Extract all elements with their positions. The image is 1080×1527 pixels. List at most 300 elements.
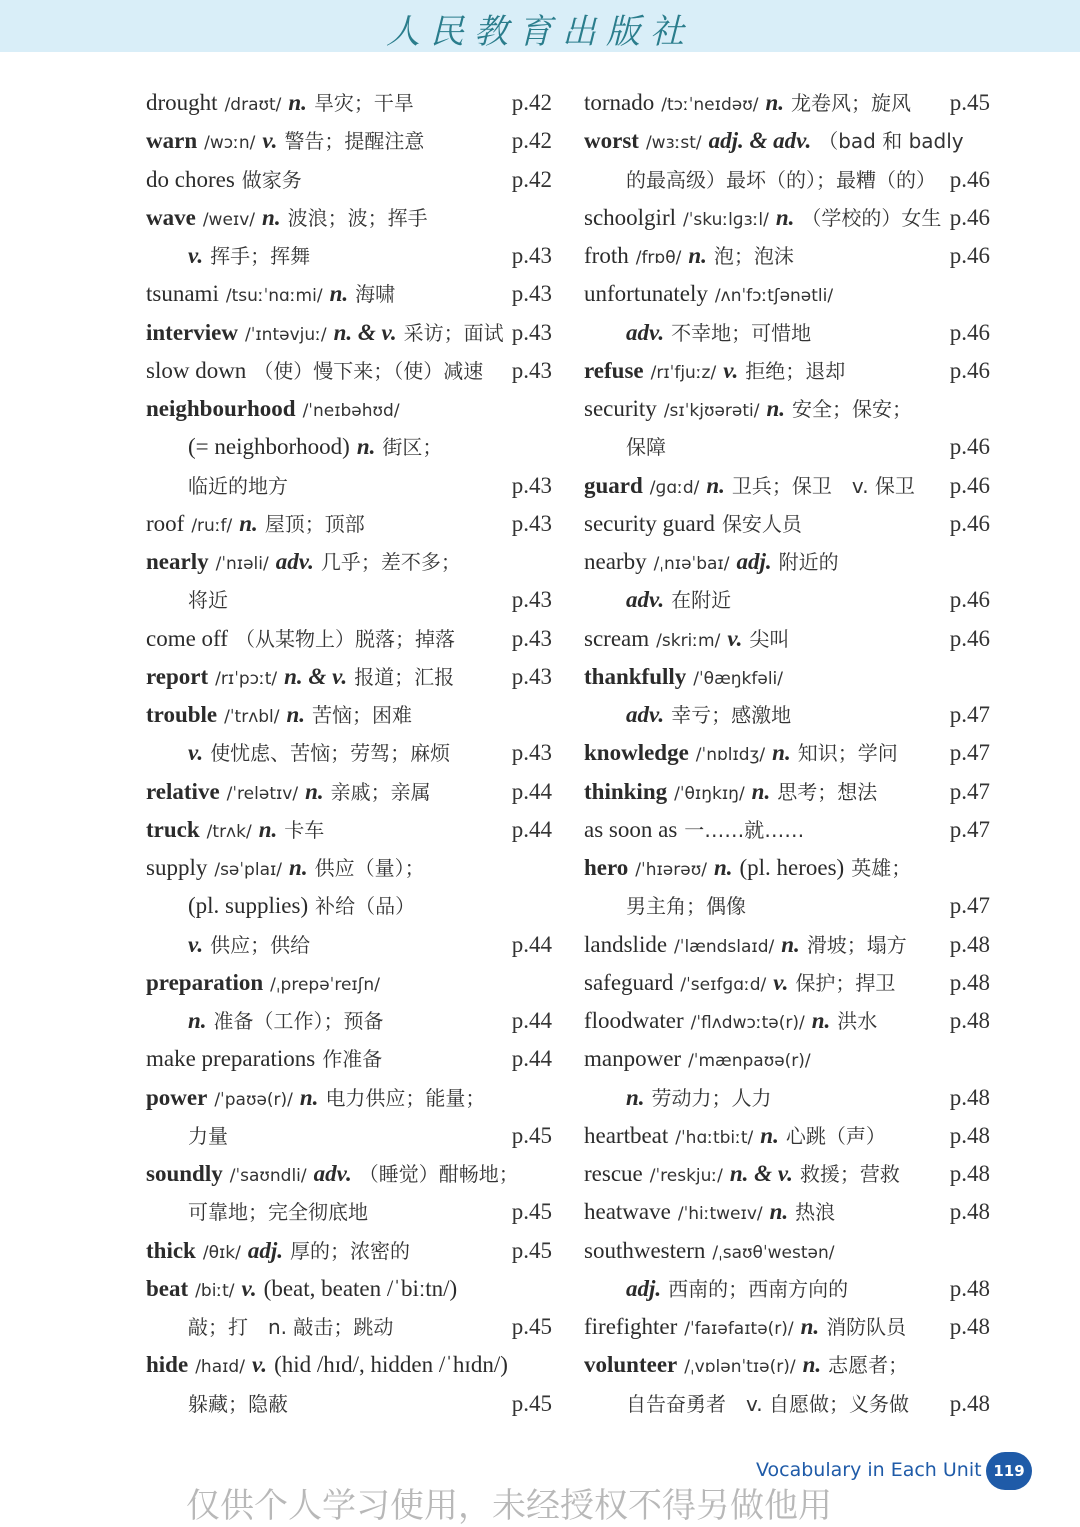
vocab-entry [146, 849, 552, 887]
vocab-page-ref: p.43 [511, 663, 552, 689]
vocab-phonetic: /ˈflʌdwɔːtə(r)/ [690, 1013, 805, 1033]
vocab-definition: 报道；汇报 [354, 664, 455, 689]
vocab-phonetic: /ˈnɪəli/ [215, 554, 269, 574]
vocab-word: hide [146, 1352, 189, 1378]
vocab-phonetic: /rɪˈpɔːt/ [215, 668, 278, 689]
vocab-phonetic: /ˈhɪərəʊ/ [635, 860, 707, 880]
vocab-phonetic: /səˈplaɪ/ [214, 860, 283, 880]
vocab-definition: 思考；想法 [777, 779, 878, 804]
vocab-entry [146, 1346, 552, 1384]
vocab-word: soundly [146, 1161, 223, 1186]
vocab-phonetic: /biːt/ [195, 1280, 235, 1301]
vocab-definition: （学校的）女生 [801, 205, 942, 230]
vocab-definition: 志愿者； [828, 1353, 909, 1378]
vocab-phonetic: /tɔːˈneɪdəʊ/ [661, 95, 759, 115]
vocab-part-of-speech: n. [626, 1084, 645, 1110]
vocab-part-of-speech: n. [781, 931, 800, 957]
vocab-definition: 幸亏；感激地 [671, 703, 792, 727]
vocab-phonetic: /ˈrelətɪv/ [226, 783, 299, 804]
vocab-page-ref: p.45 [511, 1199, 552, 1225]
vocab-word: scream [584, 625, 650, 651]
vocab-phonetic: /ˈnɒlɪdʒ/ [695, 745, 766, 766]
vocab-part-of-speech: n. & v. [729, 1161, 793, 1186]
vocab-phonetic: /ˈlændslaɪd/ [674, 936, 775, 957]
vocab-word: warn [146, 128, 198, 154]
vocab-phonetic: /ˈskuːlɡɜːl/ [683, 209, 769, 230]
vocab-definition: 供应；供给 [210, 932, 311, 957]
vocab-page-ref: p.45 [511, 1390, 552, 1416]
vocab-phonetic: /ˈhɑːtbiːt/ [675, 1127, 754, 1148]
vocab-phonetic: /ˈseɪfɡɑːd/ [680, 974, 767, 995]
vocab-page-ref: p.46 [949, 243, 990, 268]
vocab-word: preparation [146, 969, 264, 995]
vocab-page-ref: p.46 [949, 472, 990, 498]
vocab-phonetic: /ˈneɪbəhʊd/ [302, 401, 400, 421]
vocab-part-of-speech: v. [188, 931, 204, 957]
vocab-word: drought [146, 90, 218, 115]
vocab-phonetic: /ˈtrʌbl/ [224, 707, 280, 727]
vocab-entry [146, 658, 552, 696]
vocab-definition: 挥手；挥舞 [210, 244, 311, 268]
vocab-page-ref: p.43 [511, 740, 552, 766]
vocab-entry [584, 352, 990, 390]
vocab-definition: 一……就…… [684, 817, 805, 842]
vocab-phonetic: /ˈfaɪəfaɪtə(r)/ [684, 1319, 794, 1339]
vocab-definition: 滑坡；塌方 [806, 932, 907, 957]
vocab-word: knowledge [584, 740, 689, 766]
vocab-page-ref: p.46 [949, 319, 990, 345]
vocab-part-of-speech: adv. [313, 1161, 352, 1186]
vocab-definition: 救援；营救 [799, 1162, 900, 1186]
vocab-entry [584, 1232, 990, 1270]
vocab-definition: 龙卷风；旋风 [790, 91, 911, 115]
vocab-entry [146, 199, 552, 237]
vocab-entry [584, 658, 990, 696]
vocab-entry [146, 390, 552, 428]
vocab-word: tornado [584, 90, 655, 115]
vocab-definition: 可靠地；完全彻底地 [188, 1200, 368, 1225]
vocab-entry-continuation [584, 696, 990, 734]
vocab-entry [584, 122, 990, 160]
vocab-word: tsunami [146, 281, 219, 307]
vocab-part-of-speech: adj. [626, 1275, 662, 1301]
vocab-definition: 劳动力；人力 [651, 1085, 772, 1110]
vocab-page-ref: p.48 [949, 1008, 990, 1033]
vocab-phonetic: /rɪˈfjuːz/ [650, 362, 717, 383]
vocab-part-of-speech: n. [706, 472, 725, 498]
footer-section-title: Vocabulary in Each Unit [756, 1459, 982, 1481]
vocab-phonetic: /sɪˈkjʊərəti/ [663, 401, 760, 421]
vocab-entry-continuation [584, 1385, 990, 1423]
vocab-part-of-speech: n. [258, 816, 278, 842]
vocab-entry-continuation [584, 581, 990, 619]
vocab-entry [584, 237, 990, 275]
vocab-definition: 泡；泡沫 [713, 244, 794, 268]
vocab-page-ref: p.42 [511, 128, 552, 154]
vocab-definition: 电力供应；能量； [325, 1085, 486, 1110]
vocab-part-of-speech: adj. [247, 1237, 284, 1263]
vocab-entry-continuation [146, 1308, 552, 1346]
vocab-part-of-speech: v. [188, 740, 204, 766]
vocab-part-of-speech: n. [811, 1008, 831, 1033]
vocab-word: manpower [584, 1046, 682, 1072]
vocab-phonetic: /skriːm/ [656, 630, 721, 651]
vocab-phonetic: /ruːf/ [191, 515, 233, 536]
vocab-page-ref: p.48 [949, 1161, 990, 1186]
vocab-definition: （从某物上）脱落；掉落 [234, 626, 455, 651]
vocab-part-of-speech: adj. & adv. [708, 128, 812, 154]
vocab-entry-continuation [146, 467, 552, 505]
vocab-page-ref: p.46 [949, 587, 990, 613]
vocab-phonetic: /wɔːn/ [204, 133, 256, 154]
vocab-definition: 保障 [626, 435, 666, 460]
vocab-word: supply [146, 855, 208, 880]
vocab-part-of-speech: n. [802, 1352, 822, 1378]
vocab-entry [584, 1346, 990, 1384]
vocab-definition: （使）慢下来；（使）减速 [253, 358, 484, 383]
vocab-part-of-speech: n. [713, 855, 733, 880]
vocab-page-ref: p.45 [511, 1237, 552, 1263]
vocab-page-ref: p.44 [511, 778, 552, 804]
vocab-phonetic: /draʊt/ [224, 95, 282, 115]
vocab-entry [146, 161, 552, 199]
vocab-page-ref: p.43 [511, 281, 552, 307]
vocab-entry [584, 811, 990, 849]
vocab-part-of-speech: adv. [626, 702, 665, 727]
vocab-definition: 海啸 [355, 282, 396, 307]
vocab-definition: 补给（品） [315, 894, 416, 919]
vocab-definition: 自告奋勇者 v. 自愿做；义务做 [626, 1391, 909, 1416]
vocab-definition: 男主角；偶像 [626, 894, 746, 919]
vocab-inflection: (beat, beaten /ˈbiːtn/) [263, 1275, 458, 1301]
vocab-word: neighbourhood [146, 396, 296, 421]
vocab-word: southwestern [584, 1237, 706, 1263]
vocab-entry [146, 964, 552, 1002]
vocab-entry [146, 620, 552, 658]
vocab-definition: 的最高级）最坏（的）；最糟（的） [626, 167, 936, 192]
vocab-definition: 将近 [188, 588, 228, 613]
vocab-word: (pl. supplies) [188, 893, 309, 919]
vocab-definition: 知识；学问 [797, 741, 898, 766]
vocab-word: thinking [584, 778, 668, 804]
vocab-phonetic: /tsuːˈnɑːmi/ [225, 286, 323, 307]
vocab-definition: 屋顶；顶部 [264, 511, 365, 536]
vocab-page-ref: p.44 [511, 931, 552, 957]
vocab-phonetic: /ˈθæŋkfəli/ [693, 668, 783, 689]
vocab-definition: 街区； [382, 435, 443, 460]
vocab-page-ref: p.44 [511, 1046, 552, 1072]
vocab-part-of-speech: n. [299, 1084, 319, 1110]
vocab-definition: （bad 和 badly [818, 129, 964, 154]
vocab-page-ref: p.43 [511, 625, 552, 651]
vocab-entry [584, 1193, 990, 1231]
vocab-page-ref: p.42 [511, 90, 552, 115]
vocab-phonetic: /ˈsaʊndli/ [229, 1166, 307, 1186]
vocab-word: wave [146, 204, 196, 230]
vocab-definition: 波浪；波；挥手 [287, 205, 428, 230]
vocab-part-of-speech: n. [289, 855, 308, 880]
vocab-page-ref: p.48 [949, 1122, 990, 1148]
vocab-word: report [146, 663, 209, 689]
vocab-word: security guard [584, 510, 715, 536]
vocab-word: landslide [584, 931, 668, 957]
vocab-page-ref: p.45 [949, 90, 990, 115]
vocab-definition: 洪水 [837, 1009, 878, 1033]
vocab-phonetic: /weɪv/ [202, 209, 256, 230]
vocab-definition: 不幸地；可惜地 [671, 320, 812, 345]
vocab-definition: 几乎；差不多； [320, 550, 461, 574]
vocab-definition: 拒绝；退却 [745, 358, 846, 383]
vocab-entry [146, 1270, 552, 1308]
vocab-entry [584, 1040, 990, 1078]
vocab-entry-continuation [584, 1270, 990, 1308]
vocab-entry [584, 926, 990, 964]
vocab-definition: 警告；提醒注意 [284, 129, 425, 154]
vocab-part-of-speech: v. [723, 357, 739, 383]
vocab-entry [146, 1232, 552, 1270]
vocab-entry-continuation [146, 428, 552, 466]
vocab-word: safeguard [584, 969, 674, 995]
vocab-word: truck [146, 816, 200, 842]
vocab-entry-continuation [584, 887, 990, 925]
vocab-entry [584, 199, 990, 237]
vocab-word: unfortunately [584, 281, 708, 307]
vocab-word: roof [146, 510, 185, 536]
vocab-page-ref: p.43 [511, 319, 552, 345]
vocab-phonetic: /wɜːst/ [645, 133, 702, 154]
vocab-word: relative [146, 778, 220, 804]
vocab-word: guard [584, 472, 643, 498]
vocab-definition: 在附近 [671, 588, 732, 613]
vocab-phonetic: /frɒθ/ [635, 248, 682, 268]
vocab-entry-continuation [146, 1002, 552, 1040]
vocab-word: beat [146, 1275, 189, 1301]
vocab-word: thankfully [584, 663, 687, 689]
vocab-word: come off [146, 625, 228, 651]
vocab-word: heatwave [584, 1199, 671, 1225]
vocab-part-of-speech: adv. [626, 587, 665, 613]
vocab-phonetic: /ʌnˈfɔːtʃənətli/ [714, 286, 834, 307]
vocab-definition: 做家务 [241, 167, 302, 192]
vocab-definition: 苦恼；困难 [312, 703, 413, 727]
vocab-definition: 使忧虑、苦恼；劳驾；麻烦 [210, 741, 451, 766]
vocab-definition: 厚的；浓密的 [290, 1238, 411, 1263]
vocab-entry [146, 84, 552, 122]
vocab-entry [146, 696, 552, 734]
vocab-phonetic: /ˈɪntəvjuː/ [244, 324, 327, 345]
vocab-word: interview [146, 319, 238, 345]
vocab-word: froth [584, 243, 629, 268]
vocab-definition: 卡车 [284, 817, 325, 842]
vocab-definition: 西南的；西南方向的 [668, 1276, 849, 1301]
vocab-definition: 尖叫 [749, 626, 790, 651]
vocab-phonetic: /ˈmænpaʊə(r)/ [688, 1051, 811, 1072]
vocab-part-of-speech: v. [727, 625, 743, 651]
vocab-word: security [584, 396, 657, 421]
vocab-entry [146, 773, 552, 811]
vocabulary-column-left [146, 84, 552, 1423]
vocab-inflection: (pl. heroes) [739, 855, 845, 880]
vocab-part-of-speech: n. [766, 396, 786, 421]
vocab-page-ref: p.46 [949, 434, 990, 460]
vocab-page-ref: p.47 [949, 702, 990, 727]
vocab-part-of-speech: adj. [736, 549, 772, 574]
vocab-word: worst [584, 128, 639, 154]
vocab-definition: 安全；保安； [792, 397, 913, 421]
vocab-page-ref: p.48 [949, 931, 990, 957]
vocab-word: refuse [584, 357, 644, 383]
vocab-entry-continuation [146, 734, 552, 772]
vocab-entry [146, 275, 552, 313]
vocab-page-ref: p.44 [511, 816, 552, 842]
vocab-page-ref: p.47 [949, 740, 990, 766]
watermark: 仅供个人学习使用，未经授权不得另做他用 [186, 1486, 832, 1526]
vocab-word: as soon as [584, 816, 678, 842]
vocab-entry [146, 811, 552, 849]
vocab-definition: 躲藏；隐蔽 [188, 1391, 288, 1416]
vocab-entry-continuation [146, 1117, 552, 1155]
vocab-entry [584, 734, 990, 772]
vocab-phonetic: /ˌprepəˈreɪʃn/ [270, 974, 380, 995]
vocab-entry [584, 1002, 990, 1040]
vocab-page-ref: p.47 [949, 893, 990, 919]
vocab-page-ref: p.43 [511, 357, 552, 383]
vocab-word: power [146, 1084, 208, 1110]
vocab-entry-continuation [146, 581, 552, 619]
vocab-entry [584, 773, 990, 811]
vocab-page-ref: p.43 [511, 510, 552, 536]
vocab-part-of-speech: n. [329, 281, 349, 307]
vocab-definition: 热浪 [795, 1200, 836, 1225]
vocab-page-ref: p.46 [949, 510, 990, 536]
vocab-entry [584, 1117, 990, 1155]
vocab-phonetic: /ˈpaʊə(r)/ [214, 1089, 293, 1110]
vocab-definition: 准备（工作）；预备 [213, 1009, 384, 1033]
vocab-definition: 卫兵；保卫 v. 保卫 [731, 473, 915, 498]
vocab-entry-continuation [146, 887, 552, 925]
vocab-entry-continuation [146, 926, 552, 964]
vocab-word: nearby [584, 549, 647, 574]
vocab-part-of-speech: adv. [626, 319, 665, 345]
vocab-part-of-speech: n. [188, 1008, 207, 1033]
vocab-part-of-speech: v. [188, 243, 204, 268]
vocab-word: thick [146, 1237, 196, 1263]
vocab-part-of-speech: n. [775, 204, 795, 230]
vocab-entry [146, 314, 552, 352]
vocab-word: trouble [146, 702, 218, 727]
vocab-word: make preparations [146, 1046, 316, 1072]
vocab-definition: 敲；打 n. 敲击；跳动 [188, 1315, 394, 1339]
vocab-word: volunteer [584, 1352, 678, 1378]
vocab-page-ref: p.46 [949, 204, 990, 230]
vocab-inflection: (hid /hɪd/, hidden /ˈhɪdn/) [274, 1352, 508, 1378]
vocab-page-ref: p.48 [949, 1199, 990, 1225]
vocab-entry [584, 84, 990, 122]
vocab-entry [146, 352, 552, 390]
vocab-entry [584, 390, 990, 428]
vocab-word: heartbeat [584, 1122, 669, 1148]
vocab-page-ref: p.43 [511, 587, 552, 613]
vocab-part-of-speech: n. [288, 90, 307, 115]
vocab-word: nearly [146, 549, 209, 574]
vocab-part-of-speech: n. [760, 1122, 779, 1148]
vocab-part-of-speech: v. [241, 1275, 257, 1301]
vocab-page-ref: p.48 [949, 969, 990, 995]
vocab-entry [584, 620, 990, 658]
vocab-page-ref: p.44 [511, 1008, 552, 1033]
vocab-definition: 心跳（声） [785, 1123, 886, 1148]
vocab-entry [146, 505, 552, 543]
vocab-phonetic: /ˌsaʊθˈwestən/ [712, 1242, 835, 1263]
vocab-entry [584, 964, 990, 1002]
vocab-entry [584, 849, 990, 887]
vocab-page-ref: p.46 [949, 166, 990, 192]
vocab-word: slow down [146, 357, 247, 383]
vocab-part-of-speech: v. [262, 128, 278, 154]
vocab-entry [584, 505, 990, 543]
vocab-page-ref: p.48 [949, 1275, 990, 1301]
vocab-page-ref: p.45 [511, 1314, 552, 1339]
vocab-entry-continuation [584, 428, 990, 466]
vocab-part-of-speech: n. [305, 778, 324, 804]
vocab-part-of-speech: n. [800, 1314, 820, 1339]
vocab-entry-continuation [584, 1079, 990, 1117]
vocab-page-ref: p.45 [511, 1122, 552, 1148]
vocab-entry [146, 543, 552, 581]
vocab-part-of-speech: n. [772, 740, 791, 766]
vocab-entry [584, 1155, 990, 1193]
vocab-phonetic: /ˈreskjuː/ [649, 1166, 723, 1186]
vocab-word: do chores [146, 166, 235, 192]
vocab-word: schoolgirl [584, 204, 676, 230]
vocab-definition: 作准备 [322, 1047, 383, 1072]
vocab-word: floodwater [584, 1008, 684, 1033]
vocab-definition: 力量 [188, 1123, 228, 1148]
vocab-entry-continuation [584, 314, 990, 352]
vocab-definition: 英雄； [851, 856, 912, 880]
vocab-phonetic: /haɪd/ [195, 1357, 245, 1378]
vocab-page-ref: p.48 [949, 1314, 990, 1339]
vocab-entry [584, 1308, 990, 1346]
page-number-badge: 119 [986, 1452, 1032, 1490]
vocab-word: (= neighborhood) [188, 434, 350, 460]
vocab-page-ref: p.43 [511, 243, 552, 268]
vocab-entry [584, 467, 990, 505]
vocab-entry [146, 1155, 552, 1193]
vocab-definition: 旱灾；干旱 [313, 91, 414, 115]
vocab-part-of-speech: v. [773, 969, 789, 995]
vocab-definition: 附近的 [778, 550, 839, 574]
vocab-definition: （睡觉）酣畅地； [358, 1162, 519, 1186]
vocab-word: rescue [584, 1161, 643, 1186]
vocab-entry-continuation [146, 1385, 552, 1423]
vocab-entry-continuation [584, 161, 990, 199]
vocab-part-of-speech: n. [765, 90, 784, 115]
vocab-part-of-speech: n. [356, 434, 376, 460]
vocab-phonetic: /θɪk/ [202, 1242, 241, 1263]
vocab-word: firefighter [584, 1314, 678, 1339]
vocab-part-of-speech: n. [262, 204, 281, 230]
vocab-entry-continuation [146, 237, 552, 275]
vocab-phonetic: /ˈhiːtweɪv/ [677, 1204, 763, 1225]
vocab-definition: 采访；面试 [403, 320, 504, 345]
vocab-phonetic: /ˌnɪəˈbaɪ/ [653, 554, 730, 574]
vocab-phonetic: /ˌvɒlənˈtɪə(r)/ [684, 1357, 796, 1378]
vocab-part-of-speech: n. [751, 778, 771, 804]
vocab-entry-continuation [146, 1193, 552, 1231]
vocab-page-ref: p.42 [511, 166, 552, 192]
vocab-phonetic: /ɡɑːd/ [649, 477, 700, 498]
